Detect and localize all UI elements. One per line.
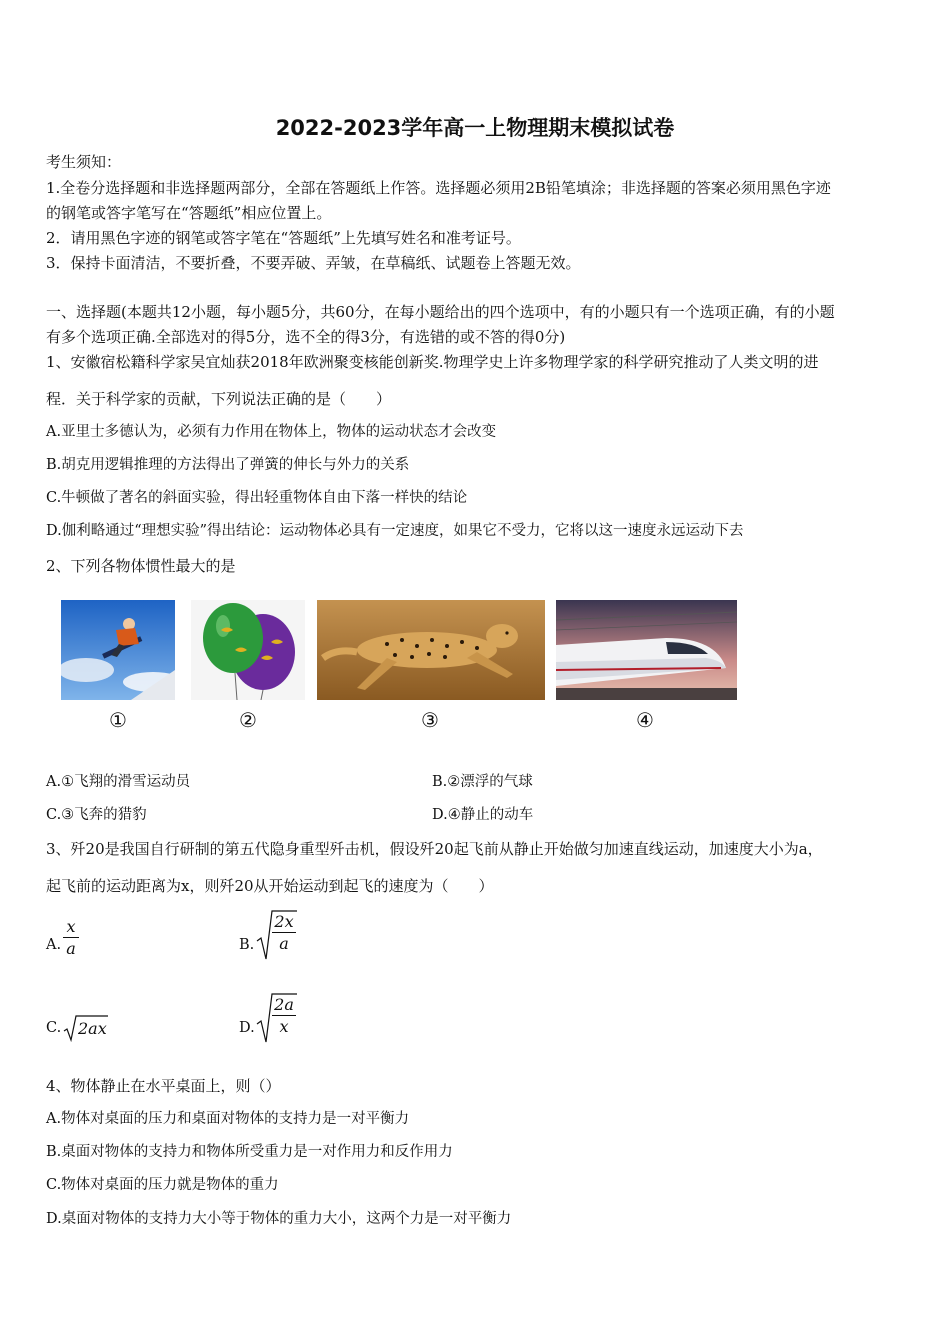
q4-option-a: A.物体对桌面的压力和桌面对物体的支持力是一对平衡力 xyxy=(46,1111,410,1127)
q3-option-a-label: A. xyxy=(46,937,62,953)
q3-option-b-label: B. xyxy=(239,937,255,953)
q1-stem: 1、安徽宿松籍科学家吴宜灿获2018年欧洲聚变核能创新奖.物理学史上许多物理学家的科学研究推动了人类文明的进 xyxy=(46,353,819,371)
image-label-1: ① xyxy=(109,708,127,732)
q4-stem: 4、物体静止在水平桌面上，则（） xyxy=(46,1077,281,1095)
q3-option-d-label: D. xyxy=(239,1020,255,1036)
q3-option-c-expression: 2ax xyxy=(78,1019,107,1038)
q2-option-c: C.③飞奔的猎豹 xyxy=(46,807,147,823)
q3-option-c-label: C. xyxy=(46,1020,62,1036)
image-label-4: ④ xyxy=(636,708,654,732)
q2-stem: 2、下列各物体惯性最大的是 xyxy=(46,557,236,575)
q2-option-a: A.①飞翔的滑雪运动员 xyxy=(46,774,191,790)
q3-option-b-fraction xyxy=(272,912,296,953)
q4-option-b: B.桌面对物体的支持力和物体所受重力是一对作用力和反作用力 xyxy=(46,1144,453,1160)
page-title: 2022-2023学年高一上物理期末模拟试卷 xyxy=(275,116,675,140)
q3-option-a-fraction xyxy=(63,917,79,958)
train-image xyxy=(556,600,737,700)
section-heading-cont: 有多个选项正确.全部选对的得5分，选不全的得3分，有选错的或不答的得0分) xyxy=(46,328,566,346)
q2-option-d: D.④静止的动车 xyxy=(432,807,534,823)
image-label-3: ③ xyxy=(421,708,439,732)
balloons-image xyxy=(191,600,305,700)
q1-stem-cont: 程．关于科学家的贡献，下列说法正确的是（ ） xyxy=(46,390,392,408)
q3-option-b-denominator: a xyxy=(279,934,289,953)
q3-option-a-denominator: a xyxy=(66,939,76,958)
q3-option-d-fraction xyxy=(272,995,296,1036)
q3-option-d-numerator: 2a xyxy=(274,995,294,1014)
cheetah-image xyxy=(317,600,545,700)
q3-stem-cont: 起飞前的运动距离为x，则歼20从开始运动到起飞的速度为（ ） xyxy=(46,877,494,895)
q3-stem: 3、歼20是我国自行研制的第五代隐身重型歼击机，假设歼20起飞前从静止开始做匀加速直线运动，加速度大小为a， xyxy=(46,840,823,858)
q4-option-d: D.桌面对物体的支持力大小等于物体的重力大小，这两个力是一对平衡力 xyxy=(46,1211,512,1227)
section-heading: 一、选择题(本题共12小题，每小题5分，共60分，在每小题给出的四个选项中，有的小题只有一个选项正确，有的小题 xyxy=(46,303,835,321)
q3-option-d-denominator: x xyxy=(279,1017,289,1036)
q1-option-c: C.牛顿做了著名的斜面实验，得出轻重物体自由下落一样快的结论 xyxy=(46,490,468,506)
q4-option-c: C.物体对桌面的压力就是物体的重力 xyxy=(46,1177,279,1193)
q3-option-b-numerator: 2x xyxy=(274,912,294,931)
notice-item-2: 2．请用黑色字迹的钢笔或答字笔在“答题纸”上先填写姓名和准考证号。 xyxy=(46,229,521,247)
notice-item-1: 1.全卷分选择题和非选择题两部分，全部在答题纸上作答。选择题必须用2B铅笔填涂；非选择题的答案必须用黑色字迹 xyxy=(46,179,831,197)
image-label-2: ② xyxy=(239,708,257,732)
notice-header: 考生须知： xyxy=(46,153,122,171)
notice-item-1-cont: 的钢笔或答字笔写在“答题纸”相应位置上。 xyxy=(46,204,332,222)
notice-item-3: 3．保持卡面清洁，不要折叠，不要弄破、弄皱，在草稿纸、试题卷上答题无效。 xyxy=(46,254,581,272)
q1-option-d: D.伽利略通过“理想实验”得出结论：运动物体必具有一定速度，如果它不受力，它将以这一速度永远运动下去 xyxy=(46,523,744,539)
q1-option-b: B.胡克用逻辑推理的方法得出了弹簧的伸长与外力的关系 xyxy=(46,457,410,473)
q2-option-b: B.②漂浮的气球 xyxy=(432,774,533,790)
snowboarder-image xyxy=(61,600,175,700)
q1-option-a: A.亚里士多德认为，必须有力作用在物体上，物体的运动状态才会改变 xyxy=(46,424,497,440)
q3-option-a-numerator: x xyxy=(66,917,76,936)
